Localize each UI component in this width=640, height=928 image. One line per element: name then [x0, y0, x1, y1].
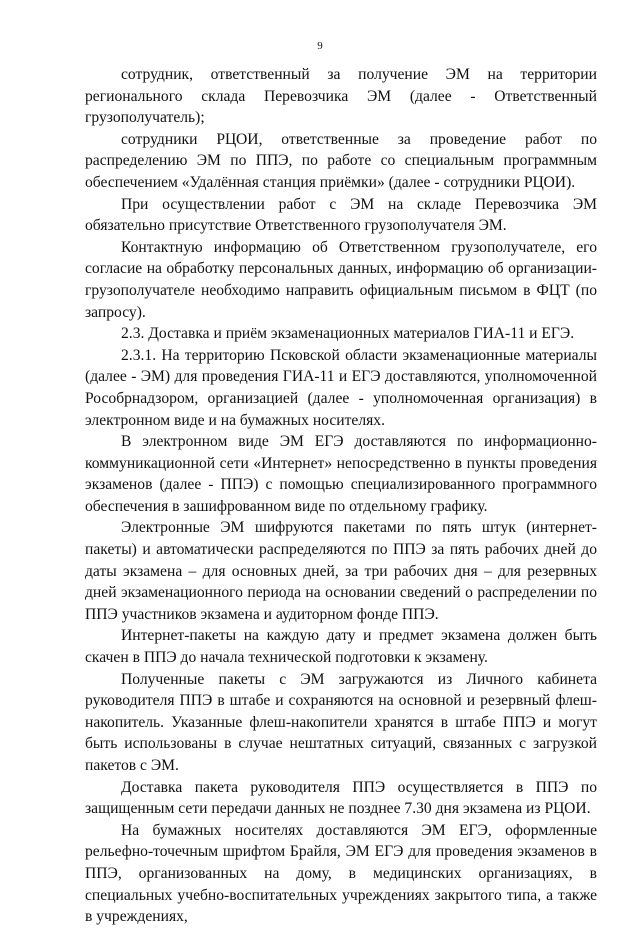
paragraph-head-package-delivery: Доставка пакета руководителя ППЭ осуществляется в ППЭ по защищенным сети передачи данных не позднее 7.30 дня экзамена из РЦОИ. — [85, 778, 597, 818]
paragraph-encryption-packets: Электронные ЭМ шифруются пакетами по пять штук (интернет-пакеты) и автоматически распределяются по ППЭ за пять рабочих дней до даты экзамена – для основных дней, за три рабочих дня – для резервных дней экзаменационного периода на основании сведений о распределении по ППЭ участников экзамена и аудиторном фонде ППЭ. — [85, 519, 597, 623]
paragraph-warehouse-presence: При осуществлении работ с ЭМ на складе Перевозчика ЭМ обязательно присутствие Ответственного грузополучателя ЭМ. — [85, 195, 597, 235]
paragraph-2-3-1: 2.3.1. На территорию Псковской области экзаменационные материалы (далее - ЭМ) для проведения ГИА-11 и ЕГЭ доставляются, уполномоченной Рособрнадзором, организацией (далее - уполномоченная организация) в электронном виде и на бумажных носителях. — [85, 346, 597, 429]
paragraph-paper-delivery: На бумажных носителях доставляются ЭМ ЕГЭ, оформленные рельефно-точечным шрифтом Брайля, ЭМ ЕГЭ для проведения экзаменов в ППЭ, организованных на дому, в медицинских организациях, в специальных учебно-воспитательных учреждениях закрытого типа, а также в учреждениях, — [85, 821, 597, 926]
paragraph-flash-drives: Полученные пакеты с ЭМ загружаются из Личного кабинета руководителя ППЭ в штабе и сохраняются на основной и резервный флеш-накопитель. Указанные флеш-накопители хранятся в штабе ППЭ и могут быть использованы в случае нештатных ситуаций, связанных с загрузкой пакетов с ЭМ. — [85, 670, 597, 774]
document-body — [85, 64, 597, 928]
paragraph-electronic-delivery: В электронном виде ЭМ ЕГЭ доставляются по информационно-коммуникационной сети «Интернет» непосредственно в пункты проведения экзаменов (далее - ППЭ) с помощью специализированного программного обеспечения в зашифрованном виде по отдельному графику. — [85, 433, 597, 515]
paragraph-rcoi-staff: сотрудники РЦОИ, ответственные за проведение работ по распределению ЭМ по ППЭ, по работе со специальным программным обеспечением «Удалённая станция приёмки» (далее - сотрудники РЦОИ). — [85, 130, 597, 191]
section-heading-2-3: 2.3. Доставка и приём экзаменационных материалов ГИА-11 и ЕГЭ. — [121, 325, 575, 343]
paragraph-responsible-recipient: сотрудник, ответственный за получение ЭМ на территории регионального склада Перевозчика ЭМ (далее - Ответственный грузополучатель); — [85, 66, 597, 127]
page-number: 9 — [317, 40, 323, 52]
paragraph-internet-packets-download: Интернет-пакеты на каждую дату и предмет экзамена должен быть скачен в ППЭ до начала технической подготовки к экзамену. — [85, 627, 597, 667]
paragraph-contact-info: Контактную информацию об Ответственном грузополучателе, его согласие на обработку персональных данных, информацию об организации-грузополучателе необходимо направить официальным письмом в ФЦТ (по запросу). — [85, 238, 597, 321]
